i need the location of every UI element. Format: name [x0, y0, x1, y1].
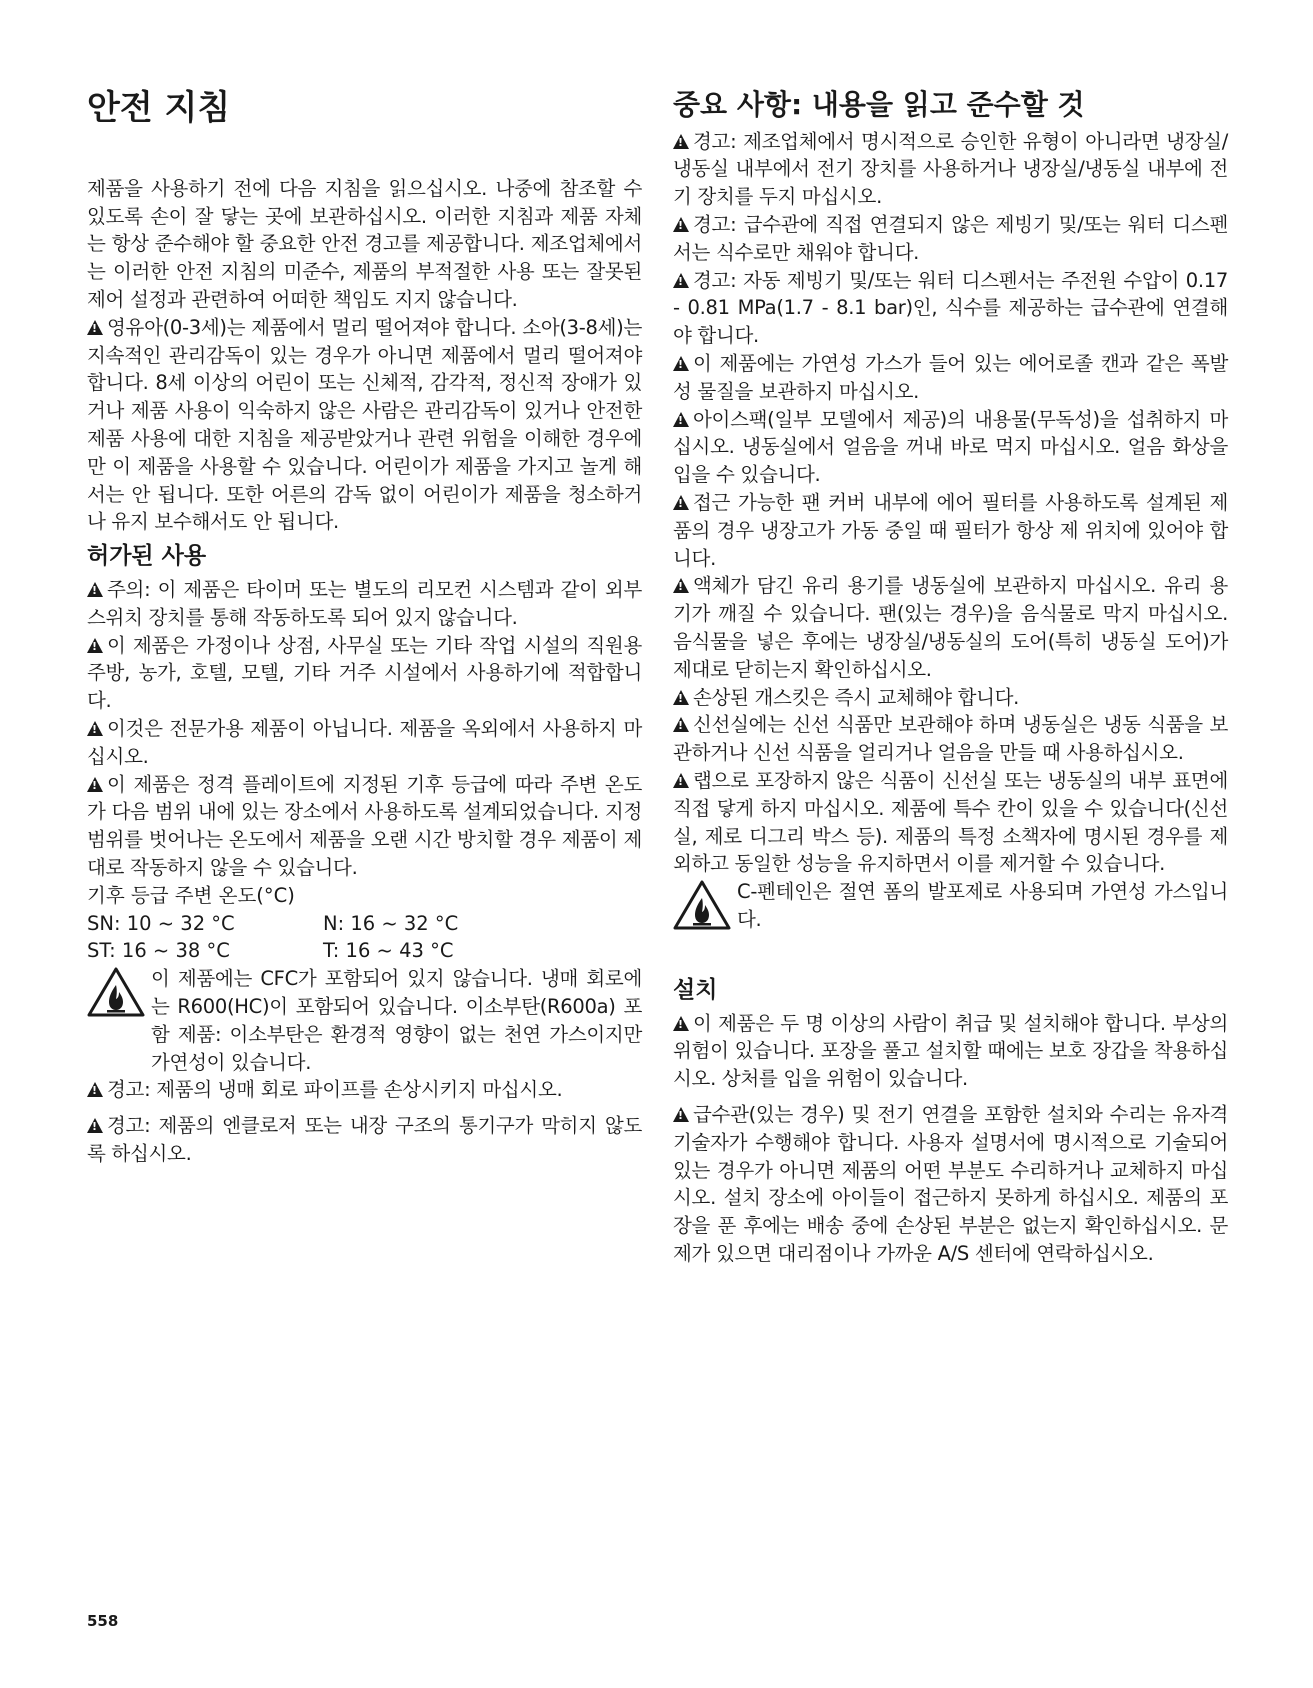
- flammable-gas-icon: [673, 880, 731, 930]
- climate-sn: SN: 10 ~ 32 °C: [87, 911, 235, 935]
- cpentane-block: [673, 878, 1228, 934]
- warning-triangle-icon: [87, 777, 103, 792]
- installation-heading: 설치: [673, 976, 718, 1003]
- warning-unwrapped: !랩으로 포장하지 않은 식품이 신선실 또는 냉동실의 내부 표면에 직접 닿게 하지 마십시오. 제품에 특수 칸이 있을 수 있습니다(신선실, 제로 디그리 박스 등). 제품의 특정 소책자에 명시된 경우를 제외하고 동일한 성능을 유지하면서 이를 제거할 수 있습니다.: [673, 767, 1228, 878]
- warning-triangle-icon: [673, 578, 689, 593]
- warning-air-filter: !접근 가능한 팬 커버 내부에 에어 필터를 사용하도록 설계된 제품의 경우 냉장고가 가동 중일 때 필터가 항상 제 위치에 있어야 합니다.: [673, 489, 1228, 572]
- warning-triangle-icon: [673, 134, 689, 149]
- climate-st: ST: 16 ~ 38 °C: [87, 939, 230, 963]
- install-two-persons: !이 제품은 두 명 이상의 사람이 취급 및 설치해야 합니다. 부상의 위험이 있습니다. 포장을 풀고 설치할 때에는 보호 장갑을 착용하십시오. 상처를 입을 위험이 있습니다.: [673, 1010, 1228, 1093]
- children-warning: !영유아(0-3세)는 제품에서 멀리 떨어져야 합니다. 소아(3-8세)는 지속적인 관리감독이 있는 경우가 아니면 제품에서 멀리 떨어져야 합니다. 8세 이상의 어린이 또는 신체적, 감각적, 정신적 장애가 있거나 제품 사용이 익숙하지 않은 사람은 관리감독이 있거나 안전한 제품 사용에 대한 지침을 제공받았거나 관련 위험을 이해한 경우에만 이 제품을 사용할 수 있습니다. 어린이가 제품을 가지고 놀게 해서는 안 됩니다. 또한 어른의 감독 없이 어린이가 제품을 청소하거나 유지 보수해서도 안 됩니다.: [87, 314, 642, 536]
- warning-triangle-icon: [673, 412, 689, 427]
- warning-triangle-icon: [87, 1118, 103, 1133]
- warning-electrical: !경고: 제조업체에서 명시적으로 승인한 유형이 아니라면 냉장실/냉동실 내부에서 전기 장치를 사용하거나 냉장실/냉동실 내부에 전기 장치를 두지 마십시오.: [673, 128, 1228, 211]
- warning-triangle-icon: [673, 773, 689, 788]
- intro-paragraph: 제품을 사용하기 전에 다음 지침을 읽으십시오. 나중에 참조할 수 있도록 손이 잘 닿는 곳에 보관하십시오. 이러한 지침과 제품 자체는 항상 준수해야 할 중요한 안전 경고를 제공합니다. 제조업체에서는 이러한 안전 지침의 미준수, 제품의 부적절한 사용 또는 잘못된 제어 설정과 관련하여 어떠한 책임도 지지 않습니다.: [87, 176, 642, 311]
- warning-triangle-icon: [87, 638, 103, 653]
- warning-triangle-icon: [673, 1107, 689, 1122]
- cfc-block: [87, 965, 642, 1076]
- install-qualified: !급수관(있는 경우) 및 전기 연결을 포함한 설치와 수리는 유자격 기술자가 수행해야 합니다. 사용자 설명서에 명시적으로 기술되어 있는 경우가 아니면 제품의 어떤 부분도 수리하거나 교체하지 마십시오. 설치 장소에 아이들이 접근하지 못하게 하십시오. 제품의 포장을 푼 후에는 배송 중에 손상된 부분은 없는지 확인하십시오. 문제가 있으면 대리점이나 가까운 A/S 센터에 연락하십시오.: [673, 1101, 1228, 1268]
- warning-triangle-icon: [673, 717, 689, 732]
- caution-remote: !주의: 이 제품은 타이머 또는 별도의 리모컨 시스템과 같이 외부 스위치 장치를 통해 작동하도록 되어 있지 않습니다.: [87, 576, 642, 632]
- warning-triangle-icon: [87, 721, 103, 736]
- permitted-use-heading: 허가된 사용: [87, 543, 207, 570]
- warning-water-pressure: !경고: 자동 제빙기 및/또는 워터 디스펜서는 주전원 수압이 0.17 - 0.81 MPa(1.7 - 8.1 bar)인, 식수를 제공하는 급수관에 연결해야 합니다.: [673, 267, 1228, 350]
- climate-header: 기후 등급 주변 온도(°C): [87, 883, 295, 907]
- cpentane-text: C-펜테인은 절연 폼의 발포제로 사용되며 가연성 가스입니다.: [737, 880, 1228, 931]
- climate-class-text: !이 제품은 정격 플레이트에 지정된 기후 등급에 따라 주변 온도가 다음 범위 내에 있는 장소에서 사용하도록 설계되었습니다. 지정 범위를 벗어나는 온도에서 제품을 오랜 시간 방치할 경우 제품이 제대로 작동하지 않을 수 있습니다.: [87, 771, 642, 882]
- warning-triangle-icon: [87, 582, 103, 597]
- household-use: !이 제품은 가정이나 상점, 사무실 또는 기타 작업 시설의 직원용 주방, 농가, 호텔, 모텔, 기타 거주 시설에서 사용하기에 적합합니다.: [87, 632, 642, 715]
- left-column: [87, 88, 642, 1168]
- page-number: 558: [87, 1612, 119, 1630]
- warning-triangle-icon: [673, 495, 689, 510]
- warning-triangle-icon: [87, 320, 103, 335]
- climate-t: T: 16 ~ 43 °C: [323, 939, 454, 963]
- climate-n: N: 16 ~ 32 °C: [323, 911, 459, 935]
- warning-triangle-icon: [673, 690, 689, 705]
- warning-triangle-icon: [673, 1016, 689, 1031]
- warning-icepack: !아이스팩(일부 모델에서 제공)의 내용물(무독성)을 섭취하지 마십시오. 냉동실에서 얼음을 꺼내 바로 먹지 마십시오. 얼음 화상을 입을 수 있습니다.: [673, 406, 1228, 489]
- warning-fresh-food: !신선실에는 신선 식품만 보관해야 하며 냉동실은 냉동 식품을 보관하거나 신선 식품을 얼리거나 얼음을 만들 때 사용하십시오.: [673, 711, 1228, 767]
- warning-triangle-icon: [673, 273, 689, 288]
- warning-explosive: !이 제품에는 가연성 가스가 들어 있는 에어로졸 캔과 같은 폭발성 물질을 보관하지 마십시오.: [673, 350, 1228, 406]
- climate-table: [87, 882, 642, 965]
- flammable-gas-icon: [87, 967, 145, 1017]
- warn-vents: !경고: 제품의 엔클로저 또는 내장 구조의 통기구가 막히지 않도록 하십시오.: [87, 1112, 642, 1168]
- warn-pipes: !경고: 제품의 냉매 회로 파이프를 손상시키지 마십시오.: [87, 1076, 642, 1104]
- climate-row: [87, 937, 642, 965]
- warning-triangle-icon: [673, 217, 689, 232]
- warning-triangle-icon: [673, 356, 689, 371]
- important-title: 중요 사항: 내용을 읽고 준수할 것: [673, 88, 1085, 121]
- warning-potable-water: !경고: 급수관에 직접 연결되지 않은 제빙기 및/또는 워터 디스펜서는 식수로만 채워야 합니다.: [673, 211, 1228, 267]
- right-column: [673, 88, 1228, 1268]
- not-professional: !이것은 전문가용 제품이 아닙니다. 제품을 옥외에서 사용하지 마십시오.: [87, 715, 642, 771]
- page-title: 안전 지침: [87, 88, 231, 128]
- cfc-text: 이 제품에는 CFC가 포함되어 있지 않습니다. 냉매 회로에는 R600(HC)이 포함되어 있습니다. 이소부탄(R600a) 포함 제품: 이소부탄은 환경적 영향이 없는 천연 가스이지만 가연성이 있습니다.: [151, 967, 642, 1074]
- climate-row: [87, 910, 642, 938]
- warning-triangle-icon: [87, 1082, 103, 1097]
- warning-glass: !액체가 담긴 유리 용기를 냉동실에 보관하지 마십시오. 유리 용기가 깨질 수 있습니다. 팬(있는 경우)을 음식물로 막지 마십시오. 음식물을 넣은 후에는 냉장실/냉동실의 도어(특히 냉동실 도어)가 제대로 닫히는지 확인하십시오.: [673, 572, 1228, 683]
- warning-gasket: !손상된 개스킷은 즉시 교체해야 합니다.: [673, 684, 1228, 712]
